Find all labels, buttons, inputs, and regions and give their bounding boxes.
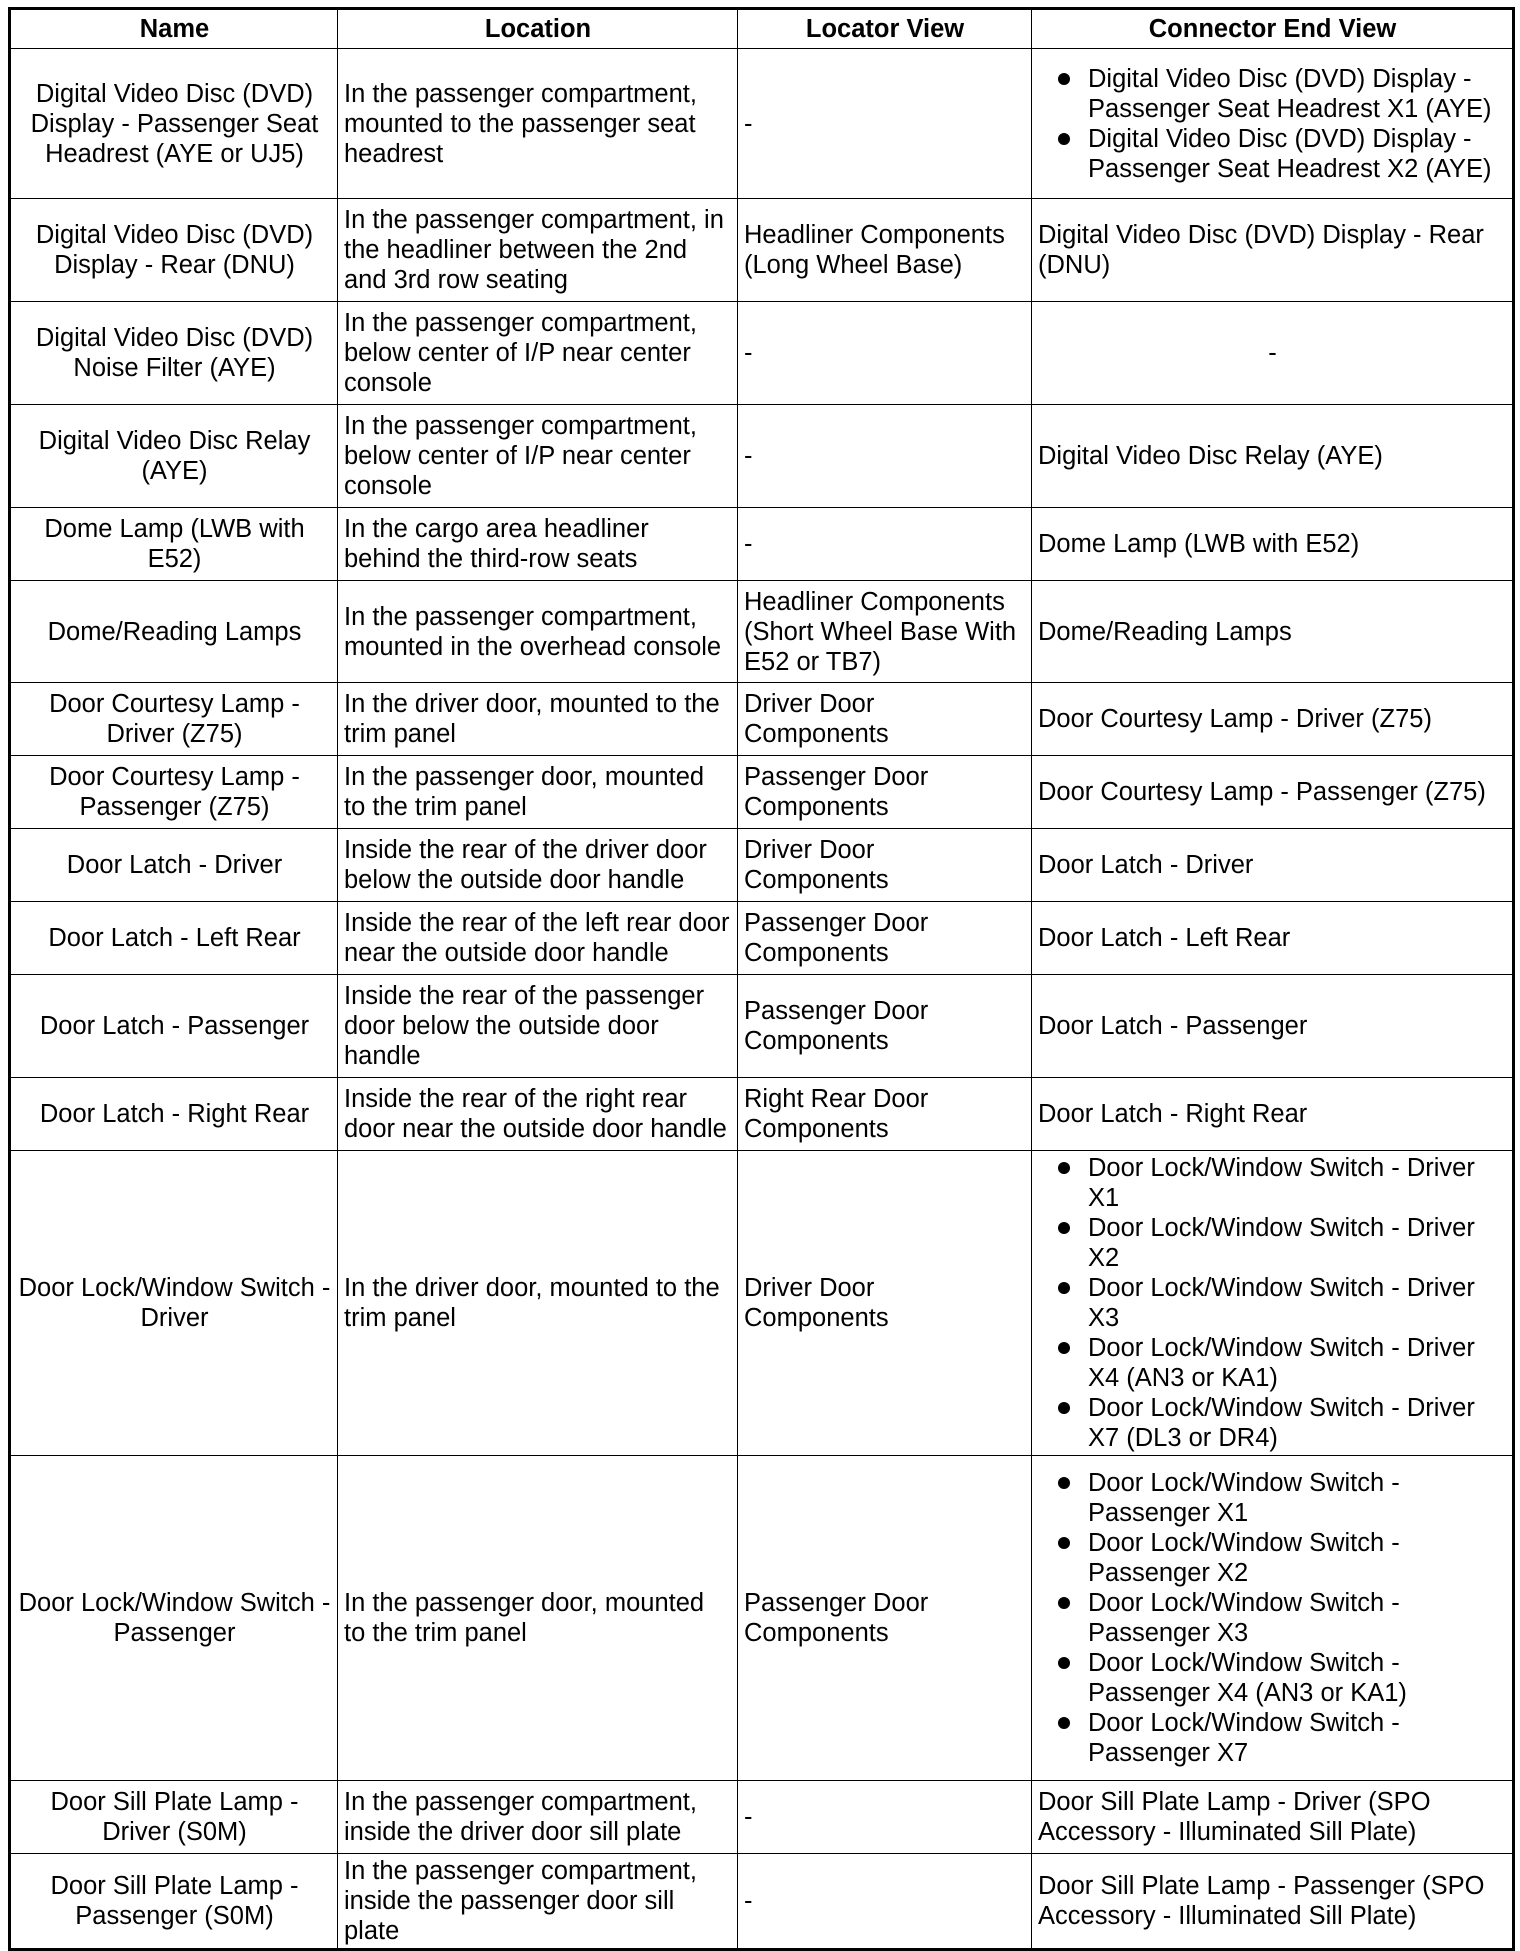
locator-view-cell: Passenger Door Components [738,975,1032,1078]
connector-end-view-cell: Dome/Reading Lamps [1032,581,1514,683]
table-row [10,975,1514,1078]
table-row [10,1078,1514,1151]
location-cell: In the passenger compartment, mounted to the passenger seat headrest [338,49,738,199]
table-row [10,1854,1514,1950]
connector-item-text: Door Lock/Window Switch - Passenger X1 [1088,1469,1400,1527]
locator-view-cell: - [738,49,1032,199]
connector-list-item [1038,1393,1507,1453]
connector-list-item [1038,1153,1507,1213]
connector-list [1038,1468,1507,1768]
connector-end-view-cell: Door Latch - Right Rear [1032,1078,1514,1151]
name-cell: Dome Lamp (LWB with E52) [10,508,338,581]
header-locator-view: Locator View [738,9,1032,49]
connector-item-text: Door Lock/Window Switch - Driver X7 (DL3 or DR4) [1088,1394,1475,1452]
location-cell: In the driver door, mounted to the trim panel [338,683,738,756]
connector-end-view-cell: Digital Video Disc Relay (AYE) [1032,405,1514,508]
name-cell: Digital Video Disc Relay (AYE) [10,405,338,508]
connector-end-view-cell: Door Latch - Passenger [1032,975,1514,1078]
connector-item-text: Door Lock/Window Switch - Passenger X4 (AN3 or KA1) [1088,1649,1407,1707]
connector-item-text: Door Lock/Window Switch - Driver X3 [1088,1274,1475,1332]
connector-item-text: Door Lock/Window Switch - Passenger X7 [1088,1709,1400,1767]
connector-item-text: Door Lock/Window Switch - Driver X4 (AN3 or KA1) [1088,1334,1475,1392]
table-row [10,49,1514,199]
location-cell: In the passenger door, mounted to the trim panel [338,756,738,829]
connector-list-item [1038,64,1507,124]
location-cell: In the passenger compartment, below center of I/P near center console [338,405,738,508]
table-row [10,683,1514,756]
connector-list-item [1038,124,1507,184]
location-cell: Inside the rear of the left rear door near the outside door handle [338,902,738,975]
connector-item-text: Digital Video Disc (DVD) Display - Passenger Seat Headrest X1 (AYE) [1088,64,1492,123]
locator-view-cell: - [738,508,1032,581]
locator-view-cell: Headliner Components (Short Wheel Base With E52 or TB7) [738,581,1032,683]
connector-item-text: Door Lock/Window Switch - Passenger X3 [1088,1589,1400,1647]
bullet-icon [1058,1537,1070,1549]
location-cell: In the passenger compartment, below center of I/P near center console [338,302,738,405]
table-row [10,581,1514,683]
bullet-icon [1058,133,1070,145]
bullet-icon [1058,1477,1070,1489]
location-cell: In the passenger compartment, in the headliner between the 2nd and 3rd row seating [338,199,738,302]
table-row [10,1456,1514,1781]
locator-view-cell: - [738,1781,1032,1854]
locator-view-cell: Passenger Door Components [738,756,1032,829]
bullet-icon [1058,1342,1070,1354]
location-cell: In the cargo area headliner behind the third-row seats [338,508,738,581]
location-cell: Inside the rear of the passenger door below the outside door handle [338,975,738,1078]
connector-list-item [1038,1588,1507,1648]
header-location: Location [338,9,738,49]
name-cell: Door Courtesy Lamp - Passenger (Z75) [10,756,338,829]
connector-list-item [1038,1528,1507,1588]
bullet-icon [1058,1222,1070,1234]
connector-item-text: Digital Video Disc (DVD) Display - Passenger Seat Headrest X2 (AYE) [1088,124,1492,183]
connector-end-view-cell: Dome Lamp (LWB with E52) [1032,508,1514,581]
header-row [10,9,1514,49]
table-row [10,302,1514,405]
bullet-icon [1058,1657,1070,1669]
connector-end-view-cell [1032,49,1514,199]
connector-end-view-cell [1032,1151,1514,1456]
locator-view-cell: Right Rear Door Components [738,1078,1032,1151]
connector-item-text: Door Lock/Window Switch - Driver X2 [1088,1214,1475,1272]
name-cell: Digital Video Disc (DVD) Noise Filter (AYE) [10,302,338,405]
name-cell: Digital Video Disc (DVD) Display - Rear (DNU) [10,199,338,302]
bullet-icon [1058,1282,1070,1294]
locator-view-cell: Headliner Components (Long Wheel Base) [738,199,1032,302]
location-cell: In the passenger door, mounted to the trim panel [338,1456,738,1781]
bullet-icon [1058,1162,1070,1174]
connector-list-item [1038,1708,1507,1768]
name-cell: Door Latch - Passenger [10,975,338,1078]
locator-view-cell: Driver Door Components [738,829,1032,902]
connector-table-wrapper [8,7,1512,1951]
table-row [10,756,1514,829]
location-cell: In the passenger compartment, inside the passenger door sill plate [338,1854,738,1950]
name-cell: Door Latch - Left Rear [10,902,338,975]
connector-list-item [1038,1648,1507,1708]
locator-view-cell: Passenger Door Components [738,902,1032,975]
table-row [10,199,1514,302]
table-row [10,902,1514,975]
name-cell: Door Sill Plate Lamp - Passenger (S0M) [10,1854,338,1950]
table-row [10,1781,1514,1854]
connector-list-item [1038,1213,1507,1273]
connector-list-item [1038,1333,1507,1393]
locator-view-cell: - [738,302,1032,405]
location-cell: In the driver door, mounted to the trim panel [338,1151,738,1456]
table-row [10,405,1514,508]
name-cell: Door Lock/Window Switch - Passenger [10,1456,338,1781]
name-cell: Door Courtesy Lamp - Driver (Z75) [10,683,338,756]
table-row [10,508,1514,581]
connector-item-text: Door Lock/Window Switch - Passenger X2 [1088,1529,1400,1587]
location-cell: Inside the rear of the driver door below the outside door handle [338,829,738,902]
location-cell: Inside the rear of the right rear door near the outside door handle [338,1078,738,1151]
connector-list-item [1038,1468,1507,1528]
locator-view-cell: Driver Door Components [738,1151,1032,1456]
connector-item-text: Door Lock/Window Switch - Driver X1 [1088,1154,1475,1212]
connector-end-view-cell: Door Sill Plate Lamp - Passenger (SPO Accessory - Illuminated Sill Plate) [1032,1854,1514,1950]
header-name: Name [10,9,338,49]
locator-view-cell: - [738,405,1032,508]
connector-list-item [1038,1273,1507,1333]
bullet-icon [1058,1717,1070,1729]
component-locator-table [8,7,1515,1951]
bullet-icon [1058,73,1070,85]
connector-end-view-cell: Door Courtesy Lamp - Passenger (Z75) [1032,756,1514,829]
location-cell: In the passenger compartment, mounted in the overhead console [338,581,738,683]
connector-end-view-cell: Door Latch - Driver [1032,829,1514,902]
table-row [10,829,1514,902]
bullet-icon [1058,1597,1070,1609]
connector-end-view-cell: Digital Video Disc (DVD) Display - Rear (DNU) [1032,199,1514,302]
name-cell: Dome/Reading Lamps [10,581,338,683]
connector-end-view-cell: Door Latch - Left Rear [1032,902,1514,975]
name-cell: Door Latch - Right Rear [10,1078,338,1151]
name-cell: Door Sill Plate Lamp - Driver (S0M) [10,1781,338,1854]
location-cell: In the passenger compartment, inside the driver door sill plate [338,1781,738,1854]
locator-view-cell: Passenger Door Components [738,1456,1032,1781]
bullet-icon [1058,1402,1070,1414]
connector-list [1038,1153,1507,1453]
connector-end-view-cell: Door Courtesy Lamp - Driver (Z75) [1032,683,1514,756]
name-cell: Door Lock/Window Switch - Driver [10,1151,338,1456]
connector-list [1038,64,1507,184]
name-cell: Digital Video Disc (DVD) Display - Passenger Seat Headrest (AYE or UJ5) [10,49,338,199]
connector-end-view-cell: - [1032,302,1514,405]
header-connector-end-view: Connector End View [1032,9,1514,49]
name-cell: Door Latch - Driver [10,829,338,902]
locator-view-cell: Driver Door Components [738,683,1032,756]
locator-view-cell: - [738,1854,1032,1950]
connector-end-view-cell: Door Sill Plate Lamp - Driver (SPO Accessory - Illuminated Sill Plate) [1032,1781,1514,1854]
connector-end-view-cell [1032,1456,1514,1781]
table-row [10,1151,1514,1456]
